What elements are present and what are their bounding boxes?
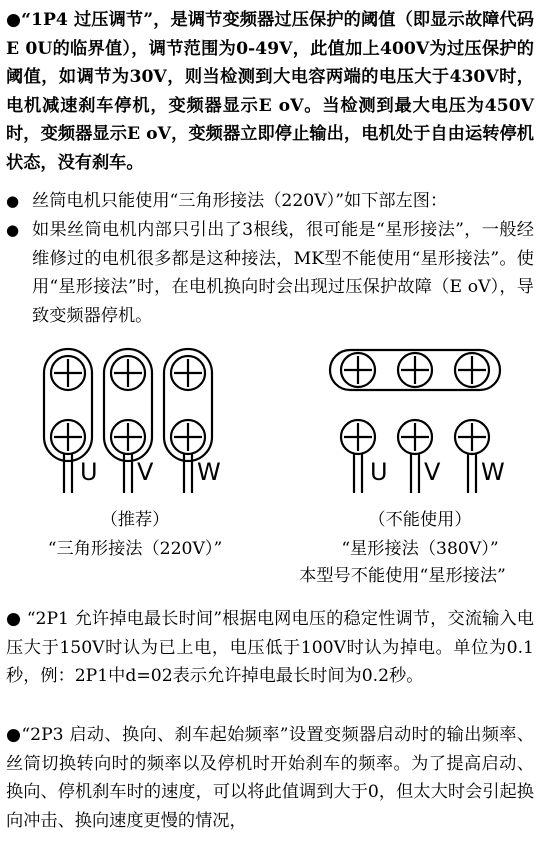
star-label-v: V: [424, 458, 441, 486]
paragraph-1P4-text: “1P4 过压调节”，是调节变频器过压保护的阈值（即显示故障代码E 0U的临界值），调节范围为0-49V，此值加上400V为过压保护的阈值，如调节为30V，则当检测到大电容两端的电压大于430V时，电机减速刹车停机，变频器显示E oV。当检测到最大电压为450V时，变频器显示E oV，变频器立即停止输出，电机处于自由运转停机状态，没有刹车。: [6, 10, 534, 173]
bullet-star-text: 如果丝筒电机内部只引出了3根线，很可能是“星形接法”，一般经维修过的电机很多都是这种接法，MK型不能使用“星形接法”。使用“星形接法”时，在电机换向时会出现过压保护故障（E oV），导致变频器停机。: [32, 220, 534, 326]
caption-star-warning: 本型号不能使用“星形接法”: [299, 566, 506, 586]
caption-recommended: （推荐）: [100, 510, 170, 530]
paragraph-2P1-text: 根据电网电压的稳定性调节，交流输入电压大于150V时认为已上电，电压低于100V时认为掉电。单位为0.1秒，例：2P1中d=02表示允许掉电最长时间为0.2秒。: [6, 609, 534, 686]
bullet-delta-text: 丝筒电机只能使用“三角形接法（220V）”如下部左图：: [32, 191, 448, 211]
bullet-icon: ●: [6, 725, 22, 745]
bullet-item-delta: [6, 187, 534, 216]
bullet-icon: ●: [6, 221, 20, 239]
paragraph-2P3-heading: “2P3 启动、换向、刹车起始频率”: [21, 725, 289, 745]
star-label-u: U: [370, 458, 388, 486]
star-label-w: W: [481, 458, 505, 486]
delta-label-u: U: [80, 458, 98, 486]
delta-label-v: V: [137, 458, 154, 486]
bullet-icon: ●: [6, 10, 22, 30]
caption-not-usable: （不能使用）: [368, 510, 472, 530]
bullet-icon: ●: [6, 609, 22, 629]
bullet-icon: ●: [6, 192, 20, 210]
bullet-item-star: [6, 216, 534, 330]
caption-delta-connection: “三角形接法（220V）”: [47, 539, 223, 559]
caption-star-connection: “星形接法（380V）”: [341, 539, 499, 559]
paragraph-2P1-heading: “2P1 允许掉电最长时间”: [26, 609, 223, 629]
paragraph-2P3-text: 设置变频器启动时的输出频率、丝筒切换转向时的频率以及停机时开始刹车的频率。为了提高启动、换向、停机刹车时的速度，可以将此值调到大于0，但太大时会引起换向冲击、换向速度更慢的情况，: [6, 725, 534, 831]
paragraph-1P4: [6, 6, 534, 177]
paragraph-2P1: [6, 605, 534, 691]
paragraph-2P3: [6, 721, 534, 835]
delta-label-w: W: [197, 458, 221, 486]
